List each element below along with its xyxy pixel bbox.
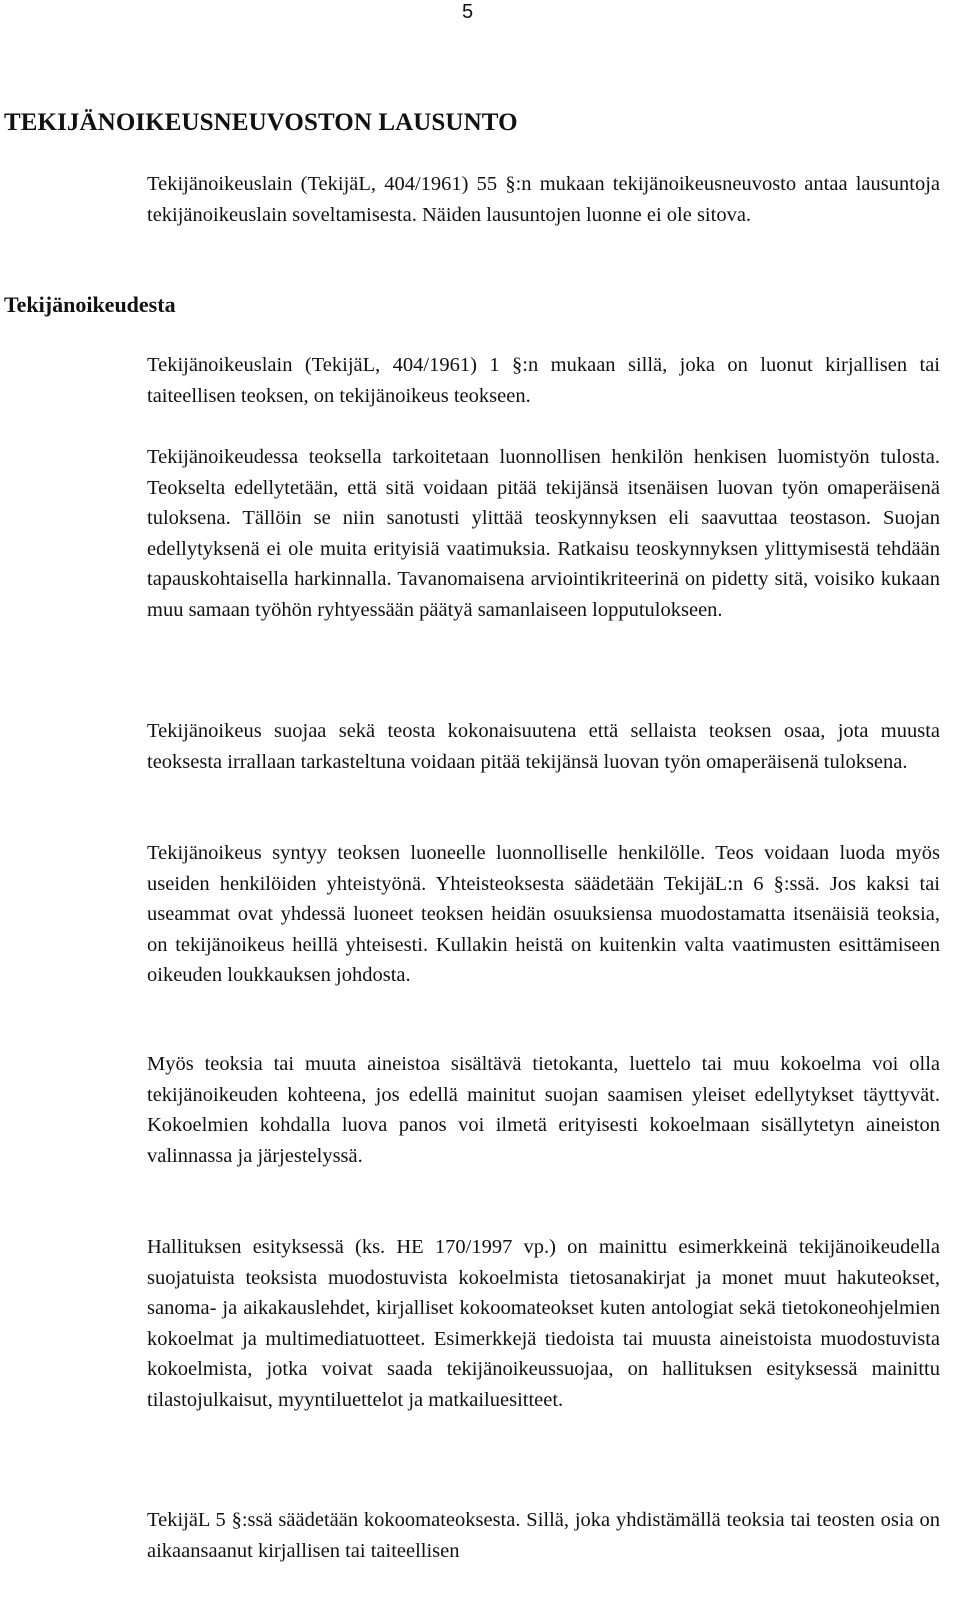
page-number: 5 bbox=[462, 1, 474, 23]
paragraph bbox=[147, 838, 940, 991]
paragraph-text: Tekijänoikeus syntyy teoksen luoneelle luonnolliselle henkilölle. Teos voidaan luoda myös useiden henkilöiden yhteistyönä. Yhteisteoksesta säädetään TekijäL:n 6 §:ssä. Jos kaksi tai useammat ovat yhdessä luoneet teoksen heidän osuuksiensa muodostamatta itsenäisiä teoksia, on tekijänoikeus heillä yhteisesti. Kullakin heistä on kuitenkin valta vaatimusten esittämiseen oikeuden loukkauksen johdosta. bbox=[147, 842, 940, 987]
paragraph-text: Myös teoksia tai muuta aineistoa sisältävä tietokanta, luettelo tai muu kokoelma voi olla tekijänoikeuden kohteena, jos edellä mainitut suojan saamisen yleiset edellytykset täyttyvät. Kokoelmien kohdalla luova panos voi ilmetä erityisesti kokoelmaan sisällytetyn aineiston valinnassa ja järjestelyssä. bbox=[147, 1053, 940, 1167]
paragraph-text: Hallituksen esityksessä (ks. HE 170/1997 vp.) on mainittu esimerkkeinä tekijänoikeudella suojatuista teoksista muodostuvista kokoelmista tietosanakirjat ja monet muut hakuteokset, sanoma- ja aikakauslehdet, kirjalliset kokoomateokset kuten antologiat sekä tietokoneohjelmien kokoelmat ja multimediatuotteet. Esimerkkejä tiedoista tai muusta aineistoista muodostuvista kokoelmista, jotka voivat saada tekijänoikeussuojaa, on hallituksen esityksessä mainittu tilastojulkaisut, myyntiluettelot ja matkailuesitteet. bbox=[147, 1236, 940, 1411]
document-title: TEKIJÄNOIKEUSNEUVOSTON LAUSUNTO bbox=[4, 109, 518, 136]
section-heading: Tekijänoikeudesta bbox=[4, 292, 176, 317]
paragraph bbox=[147, 1049, 940, 1171]
intro-paragraph bbox=[147, 169, 940, 230]
paragraph-text: Tekijänoikeudessa teoksella tarkoitetaan luonnollisen henkilön henkisen luomistyön tulosta. Teokselta edellytetään, että sitä voidaan pitää tekijänsä itsenäisen luovan työn omaperäisenä tuloksena. Tällöin se niin sanotusti ylittää teoskynnyksen eli saavuttaa teostason. Suojan edellytyksenä ei ole muita erityisiä vaatimuksia. Ratkaisu teoskynnyksen ylittymisestä tehdään tapauskohtaisella harkinnalla. Tavanomaisena arviointikriteerinä on pidetty sitä, voisiko kukaan muu samaan työhön ryhtyessään päätyä samanlaiseen lopputulokseen. bbox=[147, 446, 940, 621]
paragraph bbox=[147, 442, 940, 626]
intro-text: Tekijänoikeuslain (TekijäL, 404/1961) 55 §:n mukaan tekijänoikeusneuvosto antaa lausuntoja tekijänoikeuslain soveltamisesta. Näiden lausuntojen luonne ei ole sitova. bbox=[147, 173, 940, 226]
paragraph bbox=[147, 350, 940, 411]
paragraph-text: Tekijänoikeus suojaa sekä teosta kokonaisuutena että sellaista teoksen osaa, jota muusta teoksesta irrallaan tarkasteltuna voidaan pitää tekijänsä luovan työn omaperäisenä tuloksena. bbox=[147, 720, 940, 773]
paragraph-text: Tekijänoikeuslain (TekijäL, 404/1961) 1 §:n mukaan sillä, joka on luonut kirjallisen tai taiteellisen teoksen, on tekijänoikeus teokseen. bbox=[147, 354, 940, 407]
paragraph bbox=[147, 716, 940, 777]
paragraph bbox=[147, 1505, 940, 1566]
paragraph-text: TekijäL 5 §:ssä säädetään kokoomateoksesta. Sillä, joka yhdistämällä teoksia tai teosten osia on aikaansaanut kirjallisen tai taiteellisen bbox=[147, 1509, 940, 1562]
paragraph bbox=[147, 1232, 940, 1416]
